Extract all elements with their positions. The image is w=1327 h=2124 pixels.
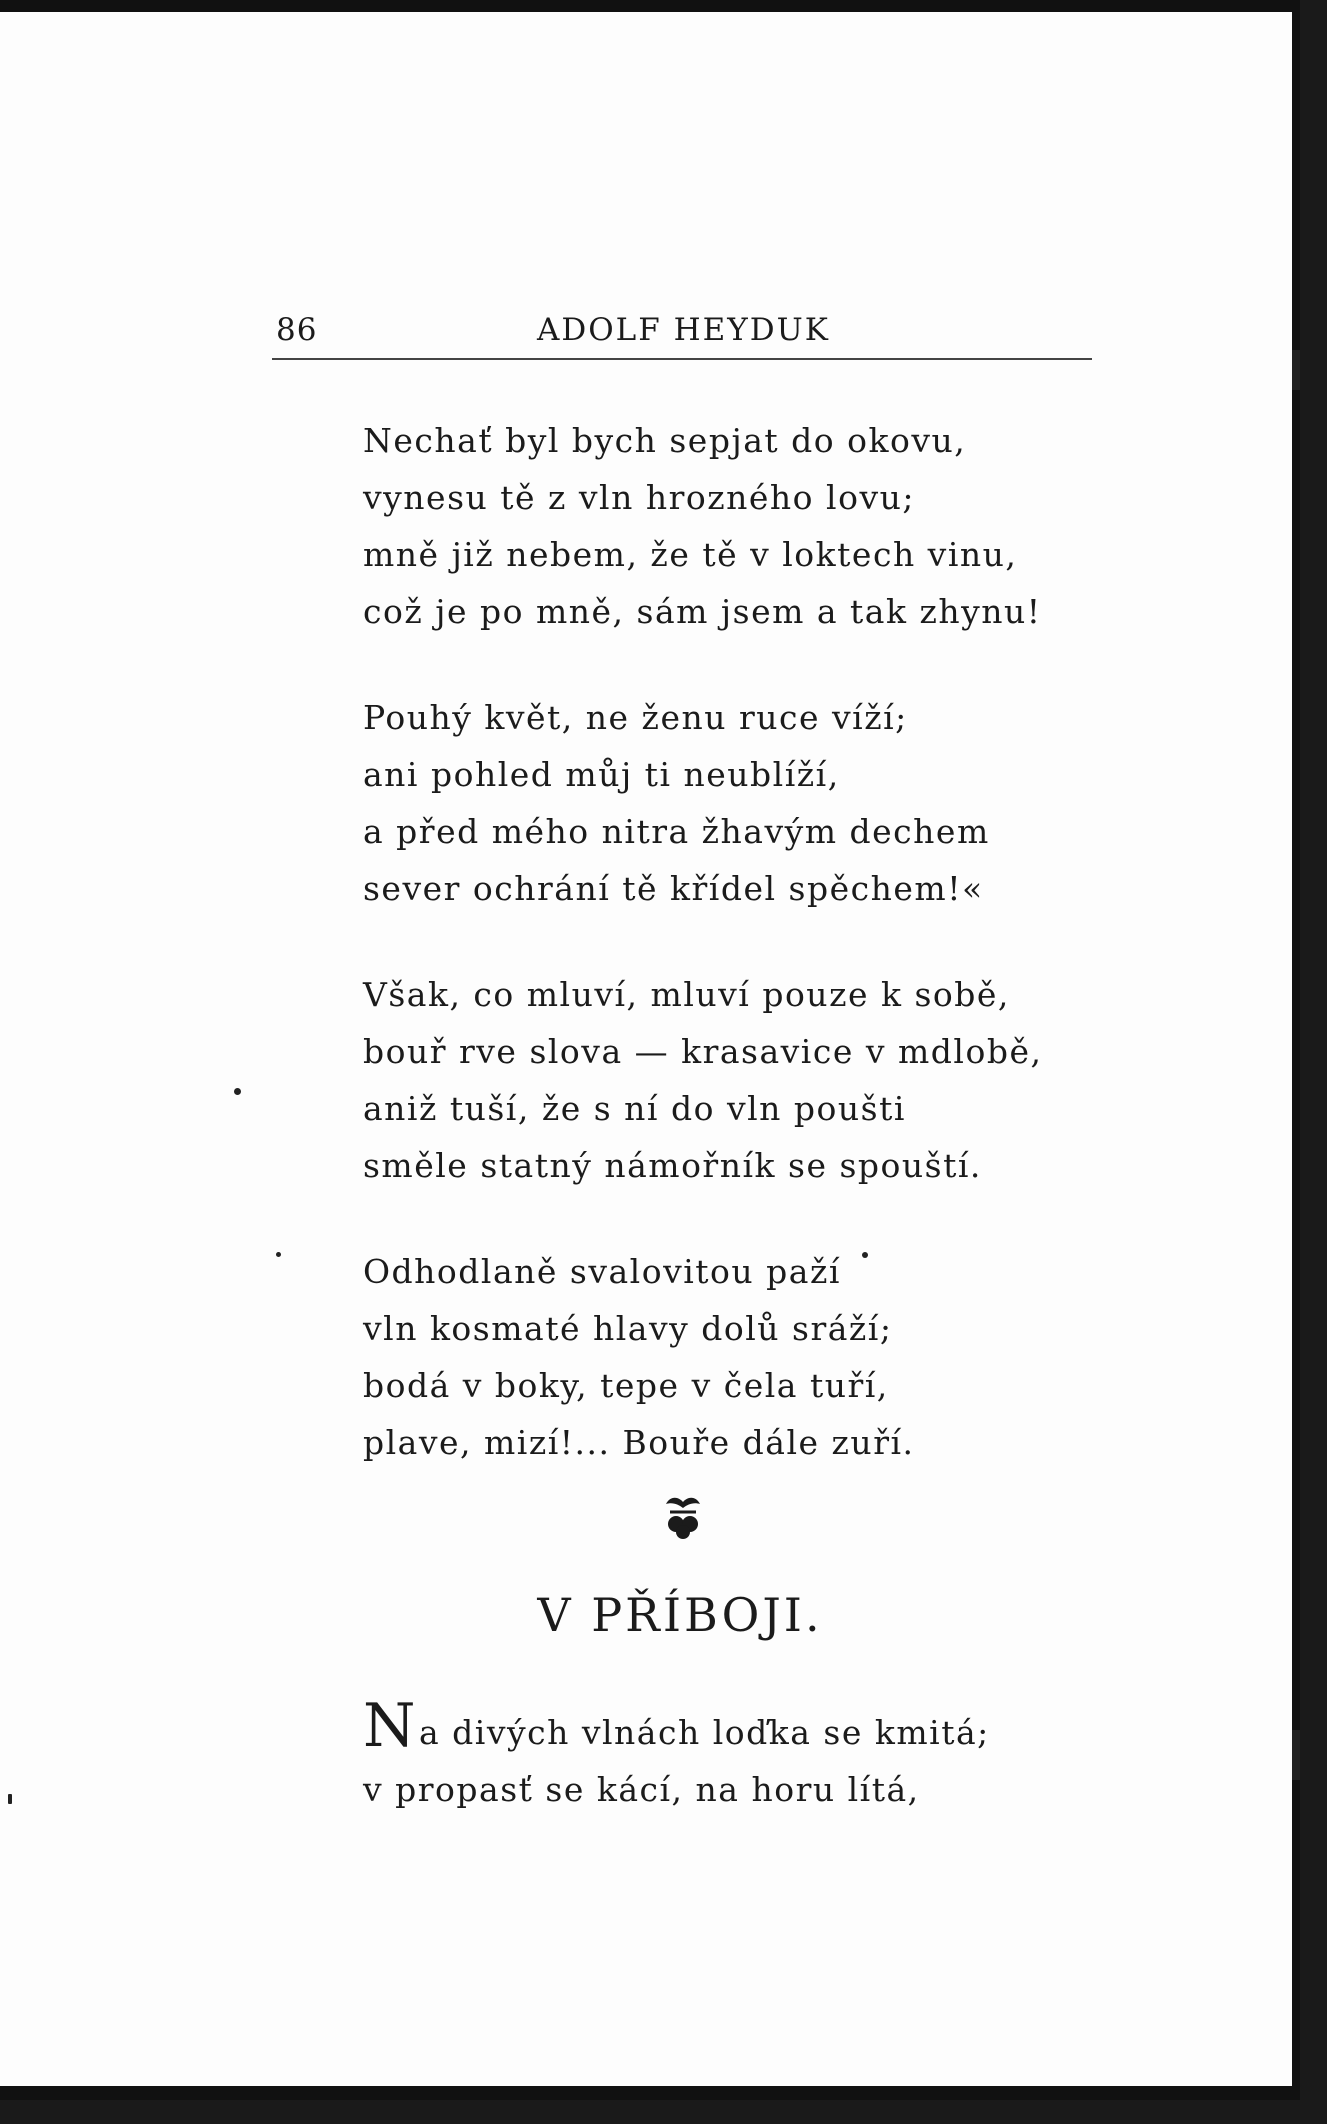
scan-speck (276, 1252, 281, 1257)
running-head: ADOLF HEYDUK (537, 312, 830, 348)
poem-line: bouř rve slova — krasavice v mdlobě, (363, 1032, 1043, 1071)
poem-body (363, 412, 1083, 1520)
stanza-2 (363, 689, 1083, 917)
scan-edge-mark (1292, 1730, 1300, 1780)
scan-speck (234, 1088, 241, 1095)
poem-line: Však, co mluví, mluví pouze k sobě, (363, 975, 1010, 1014)
poem-first-line (363, 1691, 1083, 1761)
scan-speck (8, 1794, 12, 1804)
poem-line: což je po mně, sám jsem a tak zhynu! (363, 592, 1042, 631)
poem-line: Nechať byl bych sepjat do okovu, (363, 421, 967, 460)
section-title: V PŘÍBOJI. (537, 1588, 823, 1642)
page-number: 86 (276, 312, 318, 348)
stanza-3 (363, 966, 1083, 1194)
stanza-4 (363, 1243, 1083, 1471)
poem-line: Pouhý květ, ne ženu ruce víží; (363, 698, 908, 737)
scan-speck (862, 1252, 868, 1258)
scan-top-border (0, 0, 1300, 12)
poem-line: ani pohled můj ti neublíží, (363, 755, 840, 794)
poem-line: bodá v boky, tepe v čela tuří, (363, 1366, 889, 1405)
poem-line: sever ochrání tě křídel spěchem!« (363, 869, 984, 908)
poem-line: a před mého nitra žhavým dechem (363, 812, 990, 851)
poem-line: v propasť se kácí, na horu lítá, (363, 1770, 920, 1809)
poem-line: aniž tuší, že s ní do vln poušti (363, 1089, 906, 1128)
poem-line: vynesu tě z vln hrozného lovu; (363, 478, 915, 517)
poem-line: směle statný námořník se spouští. (363, 1146, 982, 1185)
stanza-1 (363, 412, 1083, 640)
second-poem-body (363, 1691, 1083, 1818)
poem-line: vln kosmaté hlavy dolů sráží; (363, 1309, 893, 1348)
floral-ornament-icon (660, 1490, 706, 1540)
poem-line: mně již nebem, že tě v loktech vinu, (363, 535, 1018, 574)
poem-line: plave, mizí!... Bouře dále zuří. (363, 1423, 915, 1462)
drop-cap: N (363, 1691, 417, 1761)
poem-line: Odhodlaně svalovitou paží (363, 1252, 841, 1291)
page-header (272, 308, 1092, 360)
scan-edge-mark (1292, 350, 1300, 390)
poem-line-text: a divých vlnách loďka se kmitá; (419, 1713, 990, 1752)
